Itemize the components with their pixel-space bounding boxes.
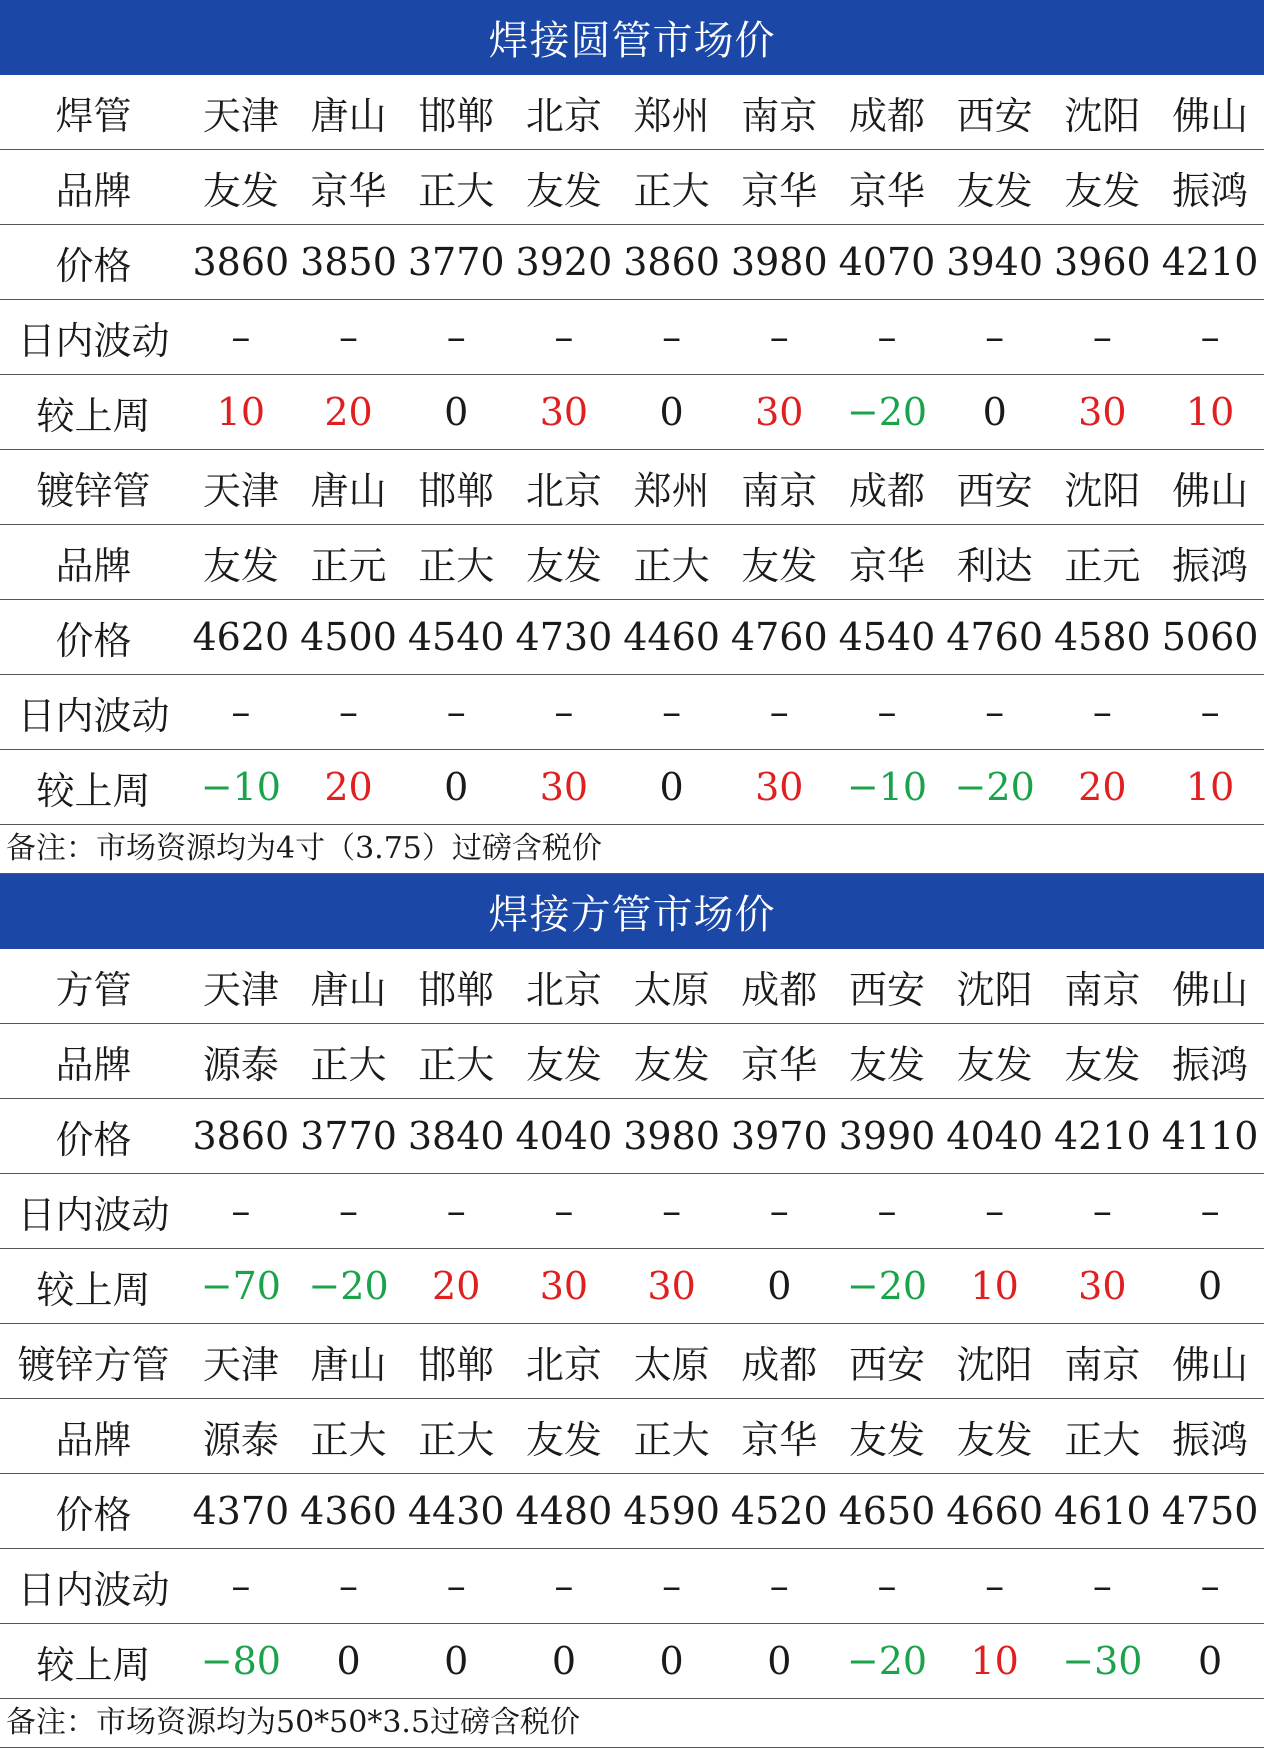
- weekly-change-cell: 30: [1049, 1249, 1157, 1324]
- price-cell: 3860: [187, 225, 295, 300]
- price-cell: 3840: [402, 1099, 510, 1174]
- brand-cell: 正大: [402, 525, 510, 600]
- brand-cell: 友发: [618, 1024, 726, 1099]
- brand-row: [0, 1024, 1264, 1099]
- city-cell: 沈阳: [941, 1324, 1049, 1399]
- daily-change-cell: –: [402, 675, 510, 750]
- daily-change-cell: –: [1156, 675, 1264, 750]
- weekly-change-cell: 0: [1156, 1624, 1264, 1699]
- row-label: 品牌: [0, 525, 187, 600]
- daily-change-cell: –: [510, 1174, 618, 1249]
- city-cell: 邯郸: [402, 450, 510, 525]
- daily-change-cell: –: [1049, 675, 1157, 750]
- city-cell: 南京: [725, 450, 833, 525]
- weekly-change-cell: 0: [402, 1624, 510, 1699]
- weekly-change-cell: 0: [510, 1624, 618, 1699]
- daily-change-cell: –: [833, 1174, 941, 1249]
- city-cell: 佛山: [1156, 949, 1264, 1024]
- brand-cell: 友发: [510, 1399, 618, 1474]
- city-cell: 太原: [618, 949, 726, 1024]
- price-row: [0, 1099, 1264, 1174]
- price-cell: 4040: [941, 1099, 1049, 1174]
- brand-cell: 京华: [725, 1024, 833, 1099]
- brand-cell: 友发: [941, 150, 1049, 225]
- brand-cell: 正大: [295, 1399, 403, 1474]
- weekly-change-cell: 30: [618, 1249, 726, 1324]
- weekly-change-cell: 30: [1049, 375, 1157, 450]
- row-label: 价格: [0, 225, 187, 300]
- city-cell: 沈阳: [1049, 450, 1157, 525]
- weekly-change-cell: −30: [1049, 1624, 1157, 1699]
- row-label: 日内波动: [0, 1174, 187, 1249]
- price-cell: 3860: [618, 225, 726, 300]
- city-cell: 西安: [941, 450, 1049, 525]
- row-label: 品牌: [0, 1024, 187, 1099]
- weekly-change-cell: 0: [618, 750, 726, 825]
- brand-cell: 友发: [510, 1024, 618, 1099]
- city-cell: 北京: [510, 75, 618, 150]
- price-cell: 4110: [1156, 1099, 1264, 1174]
- daily-change-cell: –: [941, 300, 1049, 375]
- weekly-change-cell: 0: [941, 375, 1049, 450]
- price-cell: 4650: [833, 1474, 941, 1549]
- price-cell: 4520: [725, 1474, 833, 1549]
- city-cell: 西安: [941, 75, 1049, 150]
- weekly-change-cell: 30: [510, 375, 618, 450]
- weekly-change-cell: 20: [402, 1249, 510, 1324]
- weekly-change-row: [0, 1249, 1264, 1324]
- row-label: 价格: [0, 1099, 187, 1174]
- weekly-change-cell: 0: [618, 375, 726, 450]
- price-cell: 5060: [1156, 600, 1264, 675]
- daily-change-cell: –: [187, 1174, 295, 1249]
- daily-change-cell: –: [833, 300, 941, 375]
- price-cell: 4430: [402, 1474, 510, 1549]
- price-cell: 3970: [725, 1099, 833, 1174]
- city-cell: 太原: [618, 1324, 726, 1399]
- city-cell: 南京: [1049, 1324, 1157, 1399]
- brand-cell: 正大: [402, 150, 510, 225]
- row-label: 品牌: [0, 150, 187, 225]
- city-row: [0, 1324, 1264, 1399]
- daily-change-row: [0, 1549, 1264, 1624]
- city-cell: 沈阳: [1049, 75, 1157, 150]
- price-cell: 4370: [187, 1474, 295, 1549]
- brand-cell: 京华: [833, 525, 941, 600]
- brand-cell: 振鸿: [1156, 150, 1264, 225]
- brand-cell: 正元: [295, 525, 403, 600]
- city-cell: 西安: [833, 949, 941, 1024]
- city-cell: 佛山: [1156, 1324, 1264, 1399]
- product-label: 镀锌管: [0, 450, 187, 525]
- city-cell: 成都: [833, 450, 941, 525]
- weekly-change-cell: −20: [833, 1624, 941, 1699]
- brand-cell: 利达: [941, 525, 1049, 600]
- price-cell: 4210: [1049, 1099, 1157, 1174]
- city-cell: 北京: [510, 1324, 618, 1399]
- daily-change-cell: –: [187, 675, 295, 750]
- section-title: 焊接方管市场价: [0, 874, 1264, 949]
- row-label: 日内波动: [0, 675, 187, 750]
- price-cell: 4070: [833, 225, 941, 300]
- daily-change-cell: –: [402, 300, 510, 375]
- price-cell: 4210: [1156, 225, 1264, 300]
- daily-change-cell: –: [187, 300, 295, 375]
- weekly-change-row: [0, 1624, 1264, 1699]
- daily-change-cell: –: [941, 1174, 1049, 1249]
- brand-cell: 友发: [941, 1399, 1049, 1474]
- brand-cell: 京华: [295, 150, 403, 225]
- daily-change-row: [0, 675, 1264, 750]
- city-cell: 天津: [187, 1324, 295, 1399]
- city-cell: 唐山: [295, 949, 403, 1024]
- weekly-change-cell: 10: [941, 1624, 1049, 1699]
- section-title: 焊接圆管市场价: [0, 0, 1264, 75]
- weekly-change-cell: −20: [833, 1249, 941, 1324]
- daily-change-cell: –: [402, 1549, 510, 1624]
- city-cell: 郑州: [618, 450, 726, 525]
- price-row: [0, 225, 1264, 300]
- product-label: 方管: [0, 949, 187, 1024]
- daily-change-cell: –: [295, 300, 403, 375]
- weekly-change-cell: 30: [510, 750, 618, 825]
- brand-cell: 友发: [833, 1399, 941, 1474]
- weekly-change-cell: 30: [725, 750, 833, 825]
- weekly-change-cell: 10: [1156, 750, 1264, 825]
- footnote: 备注：市场资源均为50*50*3.5过磅含税价: [0, 1699, 1264, 1748]
- city-cell: 西安: [833, 1324, 941, 1399]
- brand-cell: 友发: [1049, 150, 1157, 225]
- daily-change-cell: –: [941, 1549, 1049, 1624]
- row-label: 品牌: [0, 1399, 187, 1474]
- price-cell: 3770: [402, 225, 510, 300]
- weekly-change-cell: 0: [295, 1624, 403, 1699]
- brand-cell: 正大: [295, 1024, 403, 1099]
- price-cell: 3940: [941, 225, 1049, 300]
- city-cell: 北京: [510, 949, 618, 1024]
- daily-change-cell: –: [510, 675, 618, 750]
- brand-cell: 源泰: [187, 1399, 295, 1474]
- price-cell: 4500: [295, 600, 403, 675]
- weekly-change-cell: 0: [725, 1249, 833, 1324]
- city-cell: 天津: [187, 75, 295, 150]
- daily-change-cell: –: [1156, 1174, 1264, 1249]
- daily-change-cell: –: [618, 300, 726, 375]
- daily-change-cell: –: [295, 1174, 403, 1249]
- row-label: 日内波动: [0, 300, 187, 375]
- daily-change-cell: –: [1049, 300, 1157, 375]
- daily-change-cell: –: [1049, 1549, 1157, 1624]
- daily-change-cell: –: [187, 1549, 295, 1624]
- daily-change-cell: –: [1156, 1549, 1264, 1624]
- city-cell: 邯郸: [402, 75, 510, 150]
- price-cell: 3850: [295, 225, 403, 300]
- brand-row: [0, 525, 1264, 600]
- price-cell: 4480: [510, 1474, 618, 1549]
- daily-change-cell: –: [941, 675, 1049, 750]
- daily-change-cell: –: [510, 1549, 618, 1624]
- city-cell: 南京: [725, 75, 833, 150]
- city-cell: 北京: [510, 450, 618, 525]
- city-cell: 唐山: [295, 450, 403, 525]
- daily-change-cell: –: [618, 1549, 726, 1624]
- daily-change-cell: –: [833, 675, 941, 750]
- price-cell: 4580: [1049, 600, 1157, 675]
- brand-cell: 友发: [725, 525, 833, 600]
- price-cell: 3770: [295, 1099, 403, 1174]
- price-cell: 4540: [833, 600, 941, 675]
- price-cell: 3860: [187, 1099, 295, 1174]
- price-cell: 3960: [1049, 225, 1157, 300]
- price-table: [0, 949, 1264, 1699]
- weekly-change-cell: 0: [1156, 1249, 1264, 1324]
- weekly-change-cell: 0: [402, 750, 510, 825]
- brand-cell: 友发: [510, 525, 618, 600]
- city-cell: 郑州: [618, 75, 726, 150]
- weekly-change-cell: −10: [833, 750, 941, 825]
- row-label: 价格: [0, 1474, 187, 1549]
- city-cell: 邯郸: [402, 1324, 510, 1399]
- weekly-change-cell: 10: [1156, 375, 1264, 450]
- brand-cell: 源泰: [187, 1024, 295, 1099]
- brand-cell: 振鸿: [1156, 1399, 1264, 1474]
- price-cell: 3980: [725, 225, 833, 300]
- weekly-change-cell: 20: [1049, 750, 1157, 825]
- city-row: [0, 450, 1264, 525]
- row-label: 较上周: [0, 375, 187, 450]
- weekly-change-row: [0, 750, 1264, 825]
- price-cell: 4590: [618, 1474, 726, 1549]
- brand-cell: 友发: [187, 525, 295, 600]
- row-label: 较上周: [0, 750, 187, 825]
- daily-change-cell: –: [402, 1174, 510, 1249]
- brand-cell: 正大: [402, 1024, 510, 1099]
- weekly-change-cell: 10: [187, 375, 295, 450]
- city-cell: 南京: [1049, 949, 1157, 1024]
- city-cell: 成都: [725, 1324, 833, 1399]
- city-row: [0, 75, 1264, 150]
- row-label: 较上周: [0, 1624, 187, 1699]
- weekly-change-cell: 20: [295, 375, 403, 450]
- weekly-change-cell: 0: [618, 1624, 726, 1699]
- price-cell: 4620: [187, 600, 295, 675]
- city-cell: 天津: [187, 949, 295, 1024]
- brand-cell: 正大: [618, 150, 726, 225]
- price-table: [0, 75, 1264, 825]
- city-cell: 邯郸: [402, 949, 510, 1024]
- daily-change-cell: –: [1156, 300, 1264, 375]
- price-cell: 4760: [941, 600, 1049, 675]
- brand-cell: 友发: [1049, 1024, 1157, 1099]
- row-label: 较上周: [0, 1249, 187, 1324]
- brand-cell: 正大: [618, 525, 726, 600]
- price-cell: 4460: [618, 600, 726, 675]
- daily-change-row: [0, 1174, 1264, 1249]
- price-cell: 4360: [295, 1474, 403, 1549]
- price-cell: 3980: [618, 1099, 726, 1174]
- weekly-change-cell: 30: [725, 375, 833, 450]
- brand-cell: 友发: [833, 1024, 941, 1099]
- price-cell: 4750: [1156, 1474, 1264, 1549]
- city-cell: 唐山: [295, 1324, 403, 1399]
- product-label: 镀锌方管: [0, 1324, 187, 1399]
- brand-cell: 友发: [510, 150, 618, 225]
- daily-change-cell: –: [295, 675, 403, 750]
- brand-cell: 正元: [1049, 525, 1157, 600]
- daily-change-cell: –: [725, 1549, 833, 1624]
- city-cell: 沈阳: [941, 949, 1049, 1024]
- weekly-change-cell: −20: [833, 375, 941, 450]
- footnote: 备注：市场资源均为4寸（3.75）过磅含税价: [0, 825, 1264, 874]
- price-cell: 4610: [1049, 1474, 1157, 1549]
- price-cell: 4040: [510, 1099, 618, 1174]
- price-cell: 4660: [941, 1474, 1049, 1549]
- weekly-change-cell: −10: [187, 750, 295, 825]
- city-cell: 成都: [725, 949, 833, 1024]
- daily-change-row: [0, 300, 1264, 375]
- daily-change-cell: –: [618, 1174, 726, 1249]
- brand-cell: 振鸿: [1156, 1024, 1264, 1099]
- price-cell: 4540: [402, 600, 510, 675]
- daily-change-cell: –: [295, 1549, 403, 1624]
- daily-change-cell: –: [1049, 1174, 1157, 1249]
- brand-cell: 友发: [941, 1024, 1049, 1099]
- product-label: 焊管: [0, 75, 187, 150]
- daily-change-cell: –: [510, 300, 618, 375]
- weekly-change-cell: 30: [510, 1249, 618, 1324]
- weekly-change-cell: 10: [941, 1249, 1049, 1324]
- brand-cell: 京华: [725, 1399, 833, 1474]
- price-cell: 4760: [725, 600, 833, 675]
- price-cell: 3990: [833, 1099, 941, 1174]
- brand-cell: 正大: [1049, 1399, 1157, 1474]
- weekly-change-cell: −20: [941, 750, 1049, 825]
- row-label: 日内波动: [0, 1549, 187, 1624]
- row-label: 价格: [0, 600, 187, 675]
- weekly-change-cell: 20: [295, 750, 403, 825]
- city-cell: 唐山: [295, 75, 403, 150]
- weekly-change-cell: −70: [187, 1249, 295, 1324]
- brand-cell: 友发: [187, 150, 295, 225]
- daily-change-cell: –: [725, 1174, 833, 1249]
- brand-cell: 京华: [833, 150, 941, 225]
- brand-cell: 正大: [618, 1399, 726, 1474]
- weekly-change-cell: 0: [725, 1624, 833, 1699]
- daily-change-cell: –: [725, 675, 833, 750]
- brand-row: [0, 1399, 1264, 1474]
- price-row: [0, 1474, 1264, 1549]
- brand-row: [0, 150, 1264, 225]
- brand-cell: 振鸿: [1156, 525, 1264, 600]
- daily-change-cell: –: [618, 675, 726, 750]
- price-cell: 4730: [510, 600, 618, 675]
- city-row: [0, 949, 1264, 1024]
- price-row: [0, 600, 1264, 675]
- city-cell: 天津: [187, 450, 295, 525]
- weekly-change-cell: −20: [295, 1249, 403, 1324]
- weekly-change-row: [0, 375, 1264, 450]
- city-cell: 佛山: [1156, 450, 1264, 525]
- price-cell: 3920: [510, 225, 618, 300]
- city-cell: 佛山: [1156, 75, 1264, 150]
- daily-change-cell: –: [833, 1549, 941, 1624]
- city-cell: 成都: [833, 75, 941, 150]
- weekly-change-cell: 0: [402, 375, 510, 450]
- weekly-change-cell: −80: [187, 1624, 295, 1699]
- daily-change-cell: –: [725, 300, 833, 375]
- brand-cell: 京华: [725, 150, 833, 225]
- brand-cell: 正大: [402, 1399, 510, 1474]
